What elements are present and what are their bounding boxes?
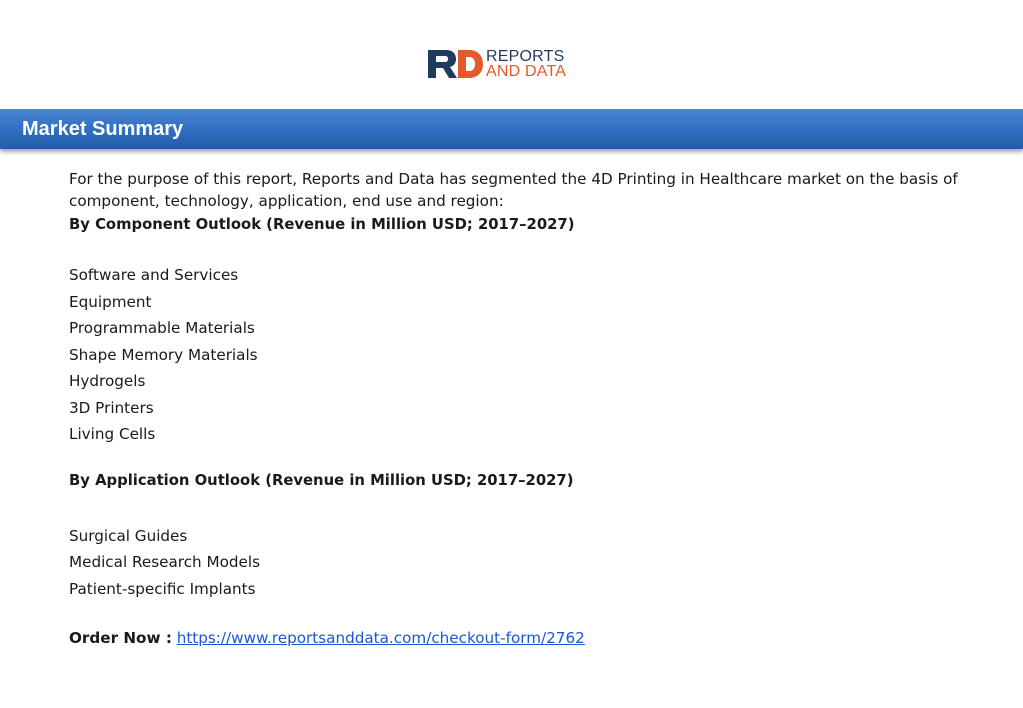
- list-item: Shape Memory Materials: [69, 345, 258, 364]
- list-item: Medical Research Models: [69, 553, 261, 571]
- list-item: Equipment: [69, 292, 152, 311]
- logo-text-reports: REPORTS: [486, 48, 565, 65]
- list-item: Surgical Guides: [69, 526, 188, 545]
- application-list: [69, 523, 969, 603]
- rd-logo-mark-icon: [426, 48, 484, 80]
- component-outlook-heading: By Component Outlook (Revenue in Million USD; 2017–2027): [69, 216, 575, 233]
- logo-text: [486, 49, 566, 79]
- order-now-line: [69, 627, 969, 649]
- logo-text-and-data: AND DATA: [486, 63, 567, 80]
- list-item: Programmable Materials: [69, 319, 255, 337]
- list-item: 3D Printers: [69, 398, 154, 417]
- component-list: [69, 262, 969, 448]
- intro-paragraph: For the purpose of this report, Reports and Data has segmented the 4D Printing in Healthcare market on the basis of component, technology, application, end use and region:: [69, 170, 958, 210]
- reports-and-data-logo[interactable]: [426, 47, 566, 81]
- summary-content: [69, 168, 969, 649]
- market-summary-header-bar: [0, 109, 1023, 149]
- list-item: Living Cells: [69, 425, 156, 443]
- page-title: Market Summary: [22, 118, 184, 140]
- order-now-label: Order Now :: [69, 629, 172, 647]
- list-item: Hydrogels: [69, 372, 146, 390]
- order-now-link[interactable]: https://www.reportsanddata.com/checkout-form/2762: [176, 629, 585, 647]
- list-item: Patient-specific Implants: [69, 579, 256, 598]
- application-outlook-heading: By Application Outlook (Revenue in Million USD; 2017–2027): [69, 471, 574, 489]
- list-item: Software and Services: [69, 266, 239, 284]
